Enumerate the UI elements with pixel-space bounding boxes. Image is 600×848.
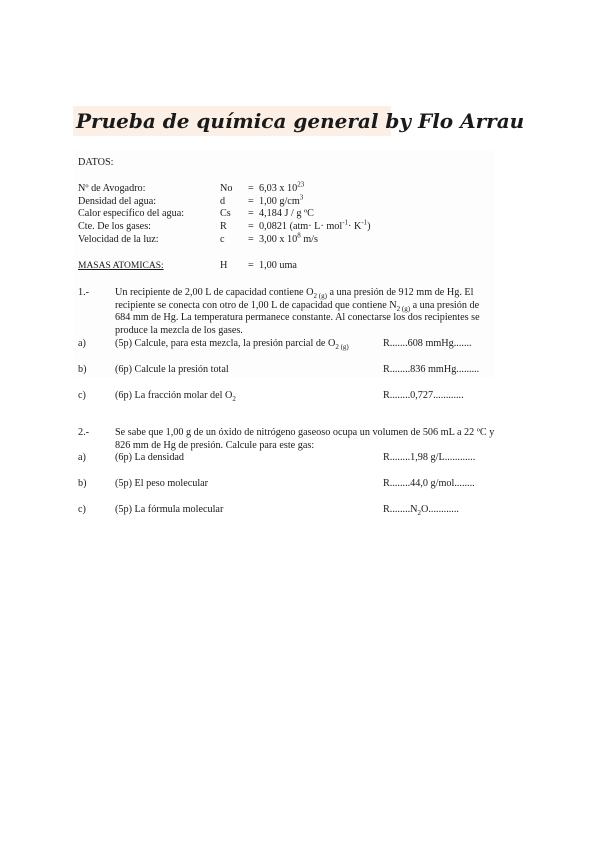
datos-symbol: c: [220, 234, 225, 245]
datos-heading: DATOS:: [78, 157, 114, 168]
question-2c-answer: $R........N_2O$............: [383, 504, 459, 518]
question-1-text: Un recipiente de 2,00 L de capacidad contiene $O_{2 (g)}$ a una presión de 912 mm de Hg. El recipiente se conecta con otro de 1,00 L de capacidad que contiene $N_{2 (g)}$ a una presión de 684 mm de Hg. La temperatura permanece constante. Al conectarse los dos recipientes se produce la mezcla de los gases.: [115, 287, 480, 336]
question-1b-text: (6p) Calcule la presión total: [115, 364, 229, 375]
datos-symbol: No: [220, 183, 233, 194]
datos-equals: =: [248, 183, 254, 194]
datos-label-densidad: Densidad del agua:: [78, 196, 157, 207]
question-1a-answer: R.......608 mmHg.......: [383, 338, 472, 349]
question-2b-answer: R........44,0 g/mol........: [383, 478, 475, 489]
datos-equals: =: [248, 208, 254, 219]
masas-value: 1,00 uma: [259, 260, 297, 271]
datos-symbol: R: [220, 221, 227, 232]
datos-value-avogadro: 6,03 x $10^{23}$: [259, 180, 305, 194]
question-1c-letter: c): [78, 390, 86, 401]
datos-equals: =: [248, 234, 254, 245]
question-1c-text: (6p) La fracción molar del $O_2$: [115, 390, 236, 404]
question-1b-answer: R........836 mmHg.........: [383, 364, 480, 375]
question-1b-letter: b): [78, 364, 87, 375]
datos-equals: =: [248, 196, 254, 207]
datos-value-densidad: 1,00 $g/cm^3$: [259, 193, 304, 207]
datos-label-gases: Cte. De los gases:: [78, 221, 151, 232]
page-title: Prueba de química general by Flo Arrau: [73, 106, 391, 136]
question-2b-letter: b): [78, 478, 87, 489]
question-2a-text: (6p) La densidad: [115, 452, 185, 463]
datos-value-calor: 4,184 J / g ºC: [259, 208, 314, 219]
question-2-text: Se sabe que 1,00 g de un óxido de nitrógeno gaseoso ocupa un volumen de 506 mL a 22 ºC y 826 mm de Hg de presión. Calcule para este gas:: [115, 427, 495, 451]
datos-label-avogadro: Nº de Avogadro:: [78, 183, 146, 194]
question-2a-answer: R........1,98 g/L............: [383, 452, 476, 463]
datos-value-gases: 0,0821 $(atm\cdot L\cdot mol^{-1}\cdot K^{-1})$: [259, 218, 371, 232]
datos-equals: =: [248, 221, 254, 232]
question-2-number: 2.-: [78, 427, 90, 438]
datos-symbol: Cs: [220, 208, 231, 219]
masas-equals: =: [248, 260, 254, 271]
question-1-number: 1.-: [78, 287, 90, 298]
question-2c-letter: c): [78, 504, 86, 515]
question-1c-answer: R........0,727............: [383, 390, 464, 401]
question-1a-letter: a): [78, 338, 86, 349]
masas-atomicas-label: MASAS ATOMICAS:: [78, 261, 164, 271]
question-2a-letter: a): [78, 452, 86, 463]
question-1a-text: (5p) Calcule, para esta mezcla, la presión parcial de $O_{2 (g)}$: [115, 338, 349, 352]
datos-symbol: d: [220, 196, 226, 207]
datos-value-luz: 3,00 x $10^8$ m/s: [259, 231, 318, 245]
datos-label-calor: Calor específico del agua:: [78, 208, 185, 219]
datos-label-luz: Velocidad de la luz:: [78, 234, 159, 245]
question-2c-text: (5p) La fórmula molecular: [115, 504, 224, 515]
masas-symbol: H: [220, 260, 228, 271]
question-2b-text: (5p) El peso molecular: [115, 478, 209, 489]
